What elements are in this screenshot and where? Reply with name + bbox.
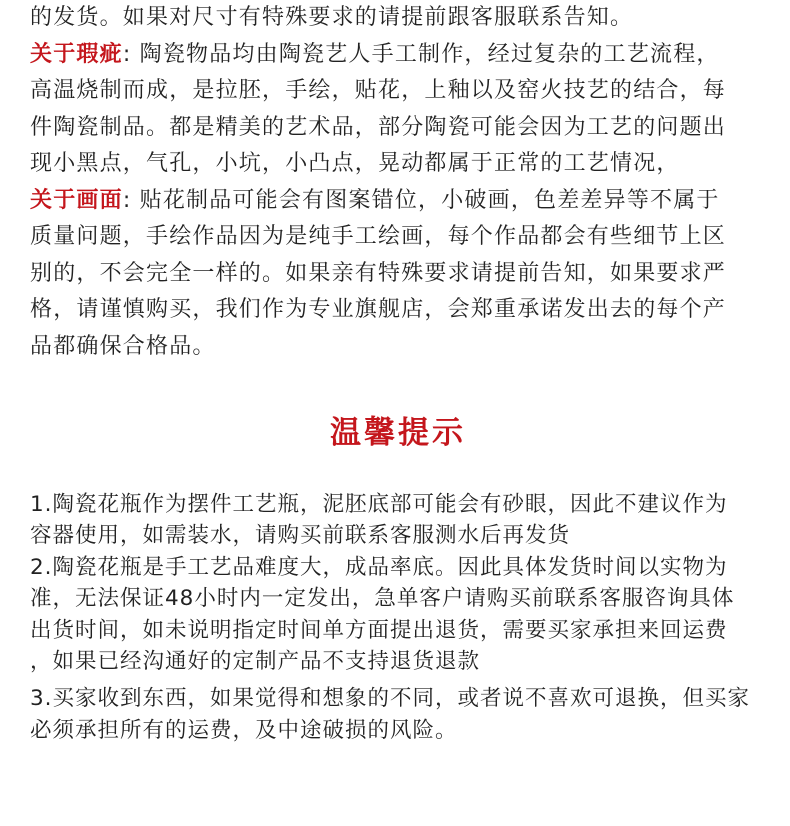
picture-text-line: 质量问题，手绘作品因为是纯手工绘画，每个作品都会有些细节上区 — [30, 224, 727, 249]
flaw-text-line: 高温烧制而成，是拉胚，手绘，贴花，上釉以及窑火技艺的结合，每 — [30, 78, 727, 103]
tip-3-line: 3.买家收到东西，如果觉得和想象的不同，或者说不喜欢可退换，但买家 — [30, 686, 751, 712]
picture-text-line: 别的，不会完全一样的。如果亲有特殊要求请提前告知，如果要求严 — [30, 260, 727, 286]
flaw-heading: 关于瑕疵 — [30, 41, 123, 67]
notice-section — [30, 0, 766, 365]
picture-text: : 贴花制品可能会有图案错位，小破画，色差差异等不属于 — [122, 187, 720, 213]
tip-2-line: 准，无法保证48小时内一定发出，急单客户请购买前联系客服咨询具体 — [30, 586, 735, 612]
tip-2-line: 出货时间，如未说明指定时间单方面提出退货，需要买家承担来回运费 — [30, 617, 728, 643]
flaw-text-line: 件陶瓷制品。都是精美的艺术品，部分陶瓷可能会因为工艺的问题出 — [30, 114, 727, 140]
picture-heading: 关于画面 — [30, 187, 123, 213]
flaw-paragraph-first-line — [30, 37, 766, 74]
tip-1-line: 容器使用，如需装水，请购买前联系客服测水后再发货 — [30, 523, 571, 549]
shipping-note-line: 的发货。如果对尺寸有特殊要求的请提前跟客服联系告知。 — [30, 5, 634, 30]
tip-3-line: 必须承担所有的运费，及中途破损的风险。 — [30, 717, 458, 743]
tips-list — [30, 489, 766, 746]
tip-2-line: 2.陶瓷花瓶是手工艺品难度大，成品率底。因此具体发货时间以实物为 — [30, 554, 728, 580]
tips-title: 温馨提示 — [330, 415, 466, 451]
tip-2-line: ，如果已经沟通好的定制产品不支持退货退款 — [30, 649, 481, 675]
picture-text-line: 品都确保合格品。 — [30, 333, 216, 359]
tip-1-line: 1.陶瓷花瓶作为摆件工艺瓶，泥胚底部可能会有砂眼，因此不建议作为 — [30, 492, 728, 517]
flaw-text-line: 现小黑点，气孔，小坑，小凸点，晃动都属于正常的工艺情况， — [30, 151, 680, 176]
flaw-text: : 陶瓷物品均由陶瓷艺人手工制作，经过复杂的工艺流程， — [122, 41, 720, 67]
picture-paragraph-first-line — [30, 183, 766, 220]
picture-text-line: 格，请谨慎购买，我们作为专业旗舰店，会郑重承诺发出去的每个产 — [30, 297, 727, 322]
